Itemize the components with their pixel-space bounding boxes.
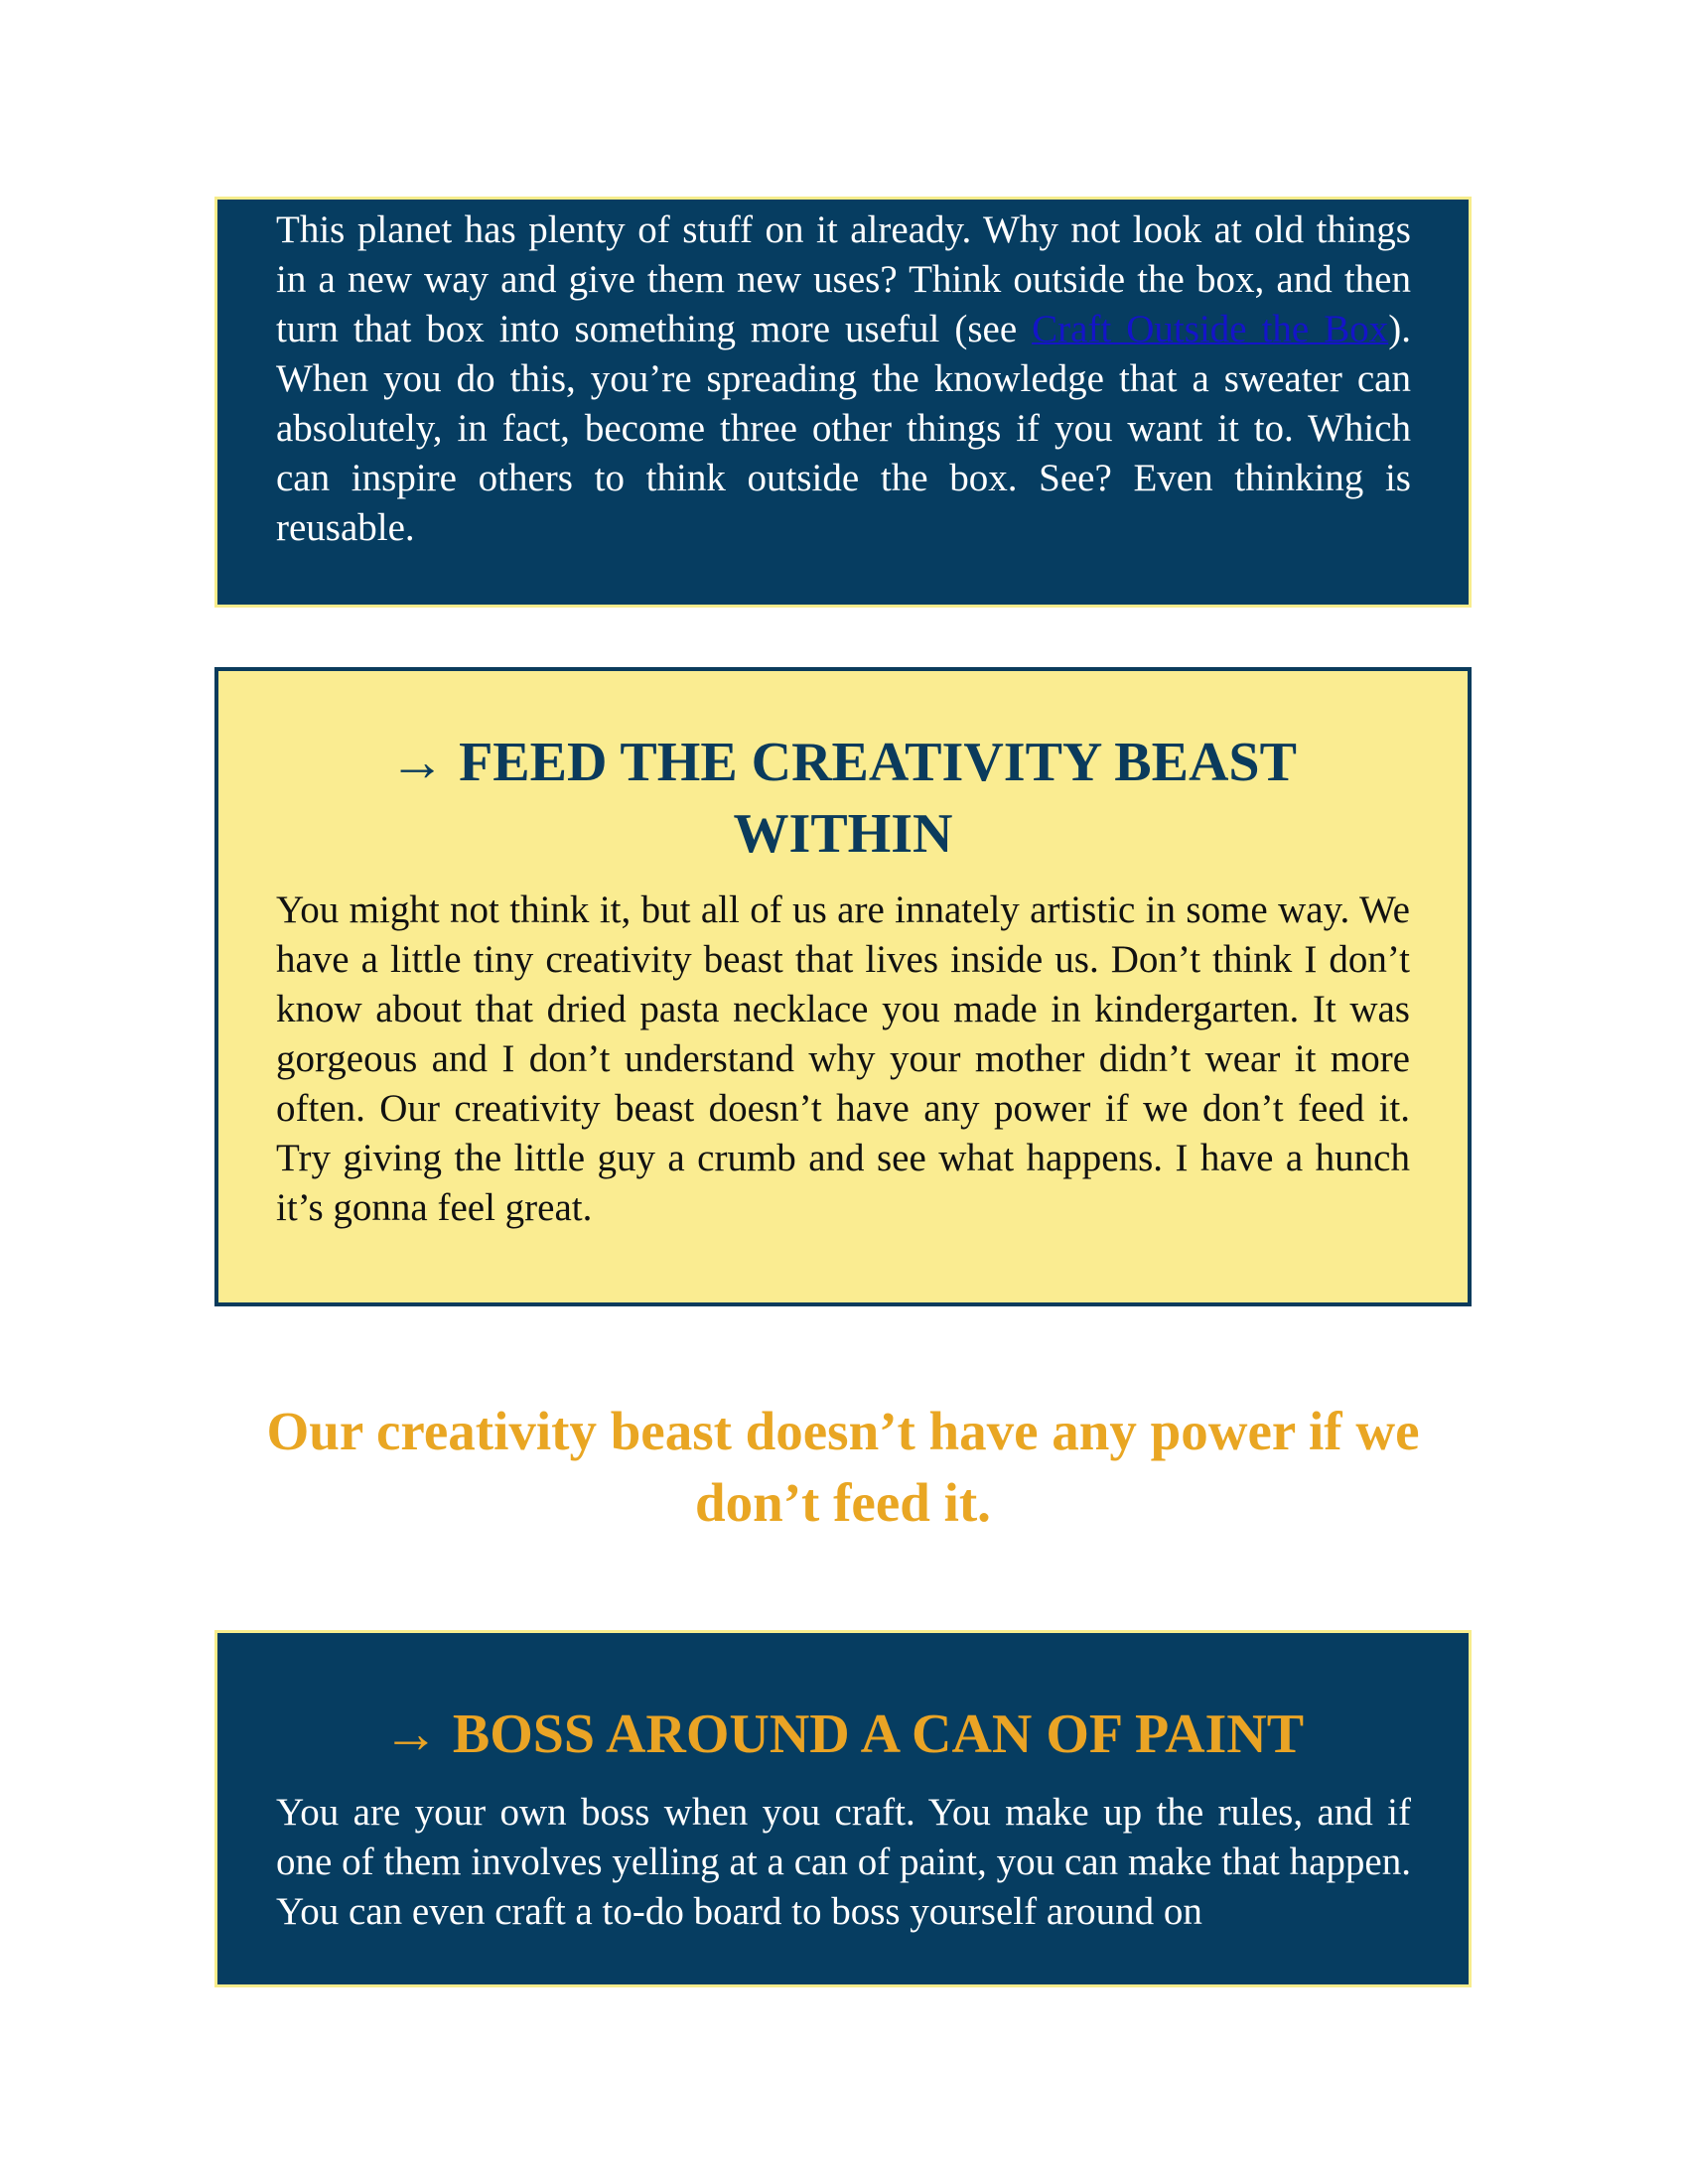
craft-outside-the-box-link[interactable]: Craft Outside the Box <box>1032 308 1389 350</box>
reuse-section-text <box>276 205 1411 553</box>
creativity-section-box <box>214 667 1472 1306</box>
creativity-section-text: You might not think it, but all of us are innately artistic in some way. We have a little tiny creativity beast that lives inside us. Don’t think I don’t know about that dried pasta necklace you made in kindergarten. It was gorgeous and I don’t understand why your mother didn’t wear it more often. Our creativity beast doesn’t have any power if we don’t feed it. Try giving the little guy a crumb and see what happens. I have a hunch it’s gonna feel great. <box>276 888 1410 1229</box>
creativity-section-heading: → FEED THE CREATIVITY BEAST WITHIN <box>389 732 1297 865</box>
pull-quote: Our creativity beast doesn’t have any power if we don’t feed it. <box>266 1401 1420 1533</box>
boss-section-text: You are your own boss when you craft. You make up the rules, and if one of them involves yelling at a can of paint, you can make that happen. You can even craft a to-do board to boss yourself around on <box>276 1791 1411 1933</box>
reuse-section-box <box>214 197 1472 608</box>
boss-section-box <box>214 1630 1472 1987</box>
reuse-text-before-link: This planet has plenty of stuff on it already. Why not look at old things in a new way and give them new uses? Think outside the box, and then turn that box into something more useful (see <box>276 208 1411 350</box>
reuse-text-after-link: ). When you do this, you’re spreading the knowledge that a sweater can absolutely, in fact, become three other things if you want it to. Which can inspire others to think outside the box. See? Even thinking is reusable. <box>276 308 1411 549</box>
boss-section-heading: → BOSS AROUND A CAN OF PAINT <box>382 1704 1305 1765</box>
